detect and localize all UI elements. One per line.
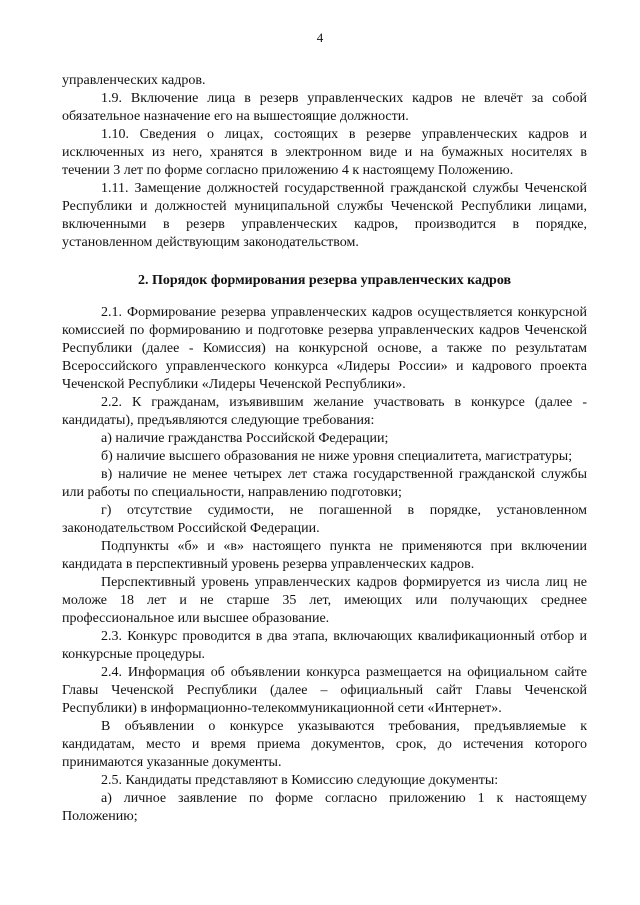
paragraph-2-4: 2.4. Информация об объявлении конкурса размещается на официальном сайте Главы Чеченской Республики (далее – официальный сайт Главы Чеченской Республики) в информационно-телекоммуникационной сети «Интернет». [62, 665, 587, 716]
requirement-g: г) отсутствие судимости, не погашенной в порядке, установленном законодательством Российской Федерации. [62, 503, 587, 536]
paragraph-1-9: 1.9. Включение лица в резерв управленческих кадров не влечёт за собой обязательное назначение его на вышестоящие должности. [62, 91, 587, 124]
paragraph-1-11: 1.11. Замещение должностей государственной гражданской службы Чеченской Республики и должностей муниципальной службы Чеченской Республики лицами, включенными в резерв управленческих кадров, производится в порядке, установленном действующим законодательством. [62, 181, 587, 250]
paragraph-2-2: 2.2. К гражданам, изъявившим желание участвовать в конкурсе (далее - кандидаты), предъявляются следующие требования: [62, 395, 587, 428]
paragraph-perspective-level: Перспективный уровень управленческих кадров формируется из числа лиц не моложе 18 лет и не старше 35 лет, имеющих или получающих среднее профессиональное или высшее образование. [62, 575, 587, 626]
section-heading: 2. Порядок формирования резерва управленческих кадров [137, 273, 512, 288]
requirement-v: в) наличие не менее четырех лет стажа государственной гражданской службы или работы по специальности, направлению подготовки; [62, 467, 587, 500]
document-item-a: а) личное заявление по форме согласно приложению 1 к настоящему Положению; [62, 791, 587, 824]
requirement-a: а) наличие гражданства Российской Федерации; [101, 431, 389, 446]
paragraph-2-3: 2.3. Конкурс проводится в два этапа, включающих квалификационный отбор и конкурсные процедуры. [62, 629, 587, 662]
paragraph-1-10: 1.10. Сведения о лицах, состоящих в резерве управленческих кадров и исключенных из него, хранятся в электронном виде и на бумажных носителях в течении 3 лет по форме согласно приложению 4 к настоящему Положению. [62, 127, 587, 178]
paragraph-continuation: управленческих кадров. [62, 73, 206, 88]
paragraph-2-5: 2.5. Кандидаты представляют в Комиссию следующие документы: [101, 773, 499, 788]
requirement-b: б) наличие высшего образования не ниже уровня специалитета, магистратуры; [101, 449, 573, 464]
paragraph-announcement: В объявлении о конкурсе указываются требования, предъявляемые к кандидатам, место и время приема документов, срок, до истечения которого принимаются указанные документы. [62, 719, 587, 770]
paragraph-2-1: 2.1. Формирование резерва управленческих кадров осуществляется конкурсной комиссией по формированию и подготовке резерва управленческих кадров Чеченской Республики (далее - Комиссия) на конкурсной основе, а также по результатам Всероссийского управленческого конкурса «Лидеры России» и кадрового проекта Чеченской Республики «Лидеры Чеченской Республики». [62, 305, 587, 392]
page-number: 4 [316, 30, 324, 45]
paragraph-subpoints-note: Подпункты «б» и «в» настоящего пункта не применяются при включении кандидата в перспективный уровень резерва управленческих кадров. [62, 539, 587, 572]
document-body [62, 72, 587, 826]
